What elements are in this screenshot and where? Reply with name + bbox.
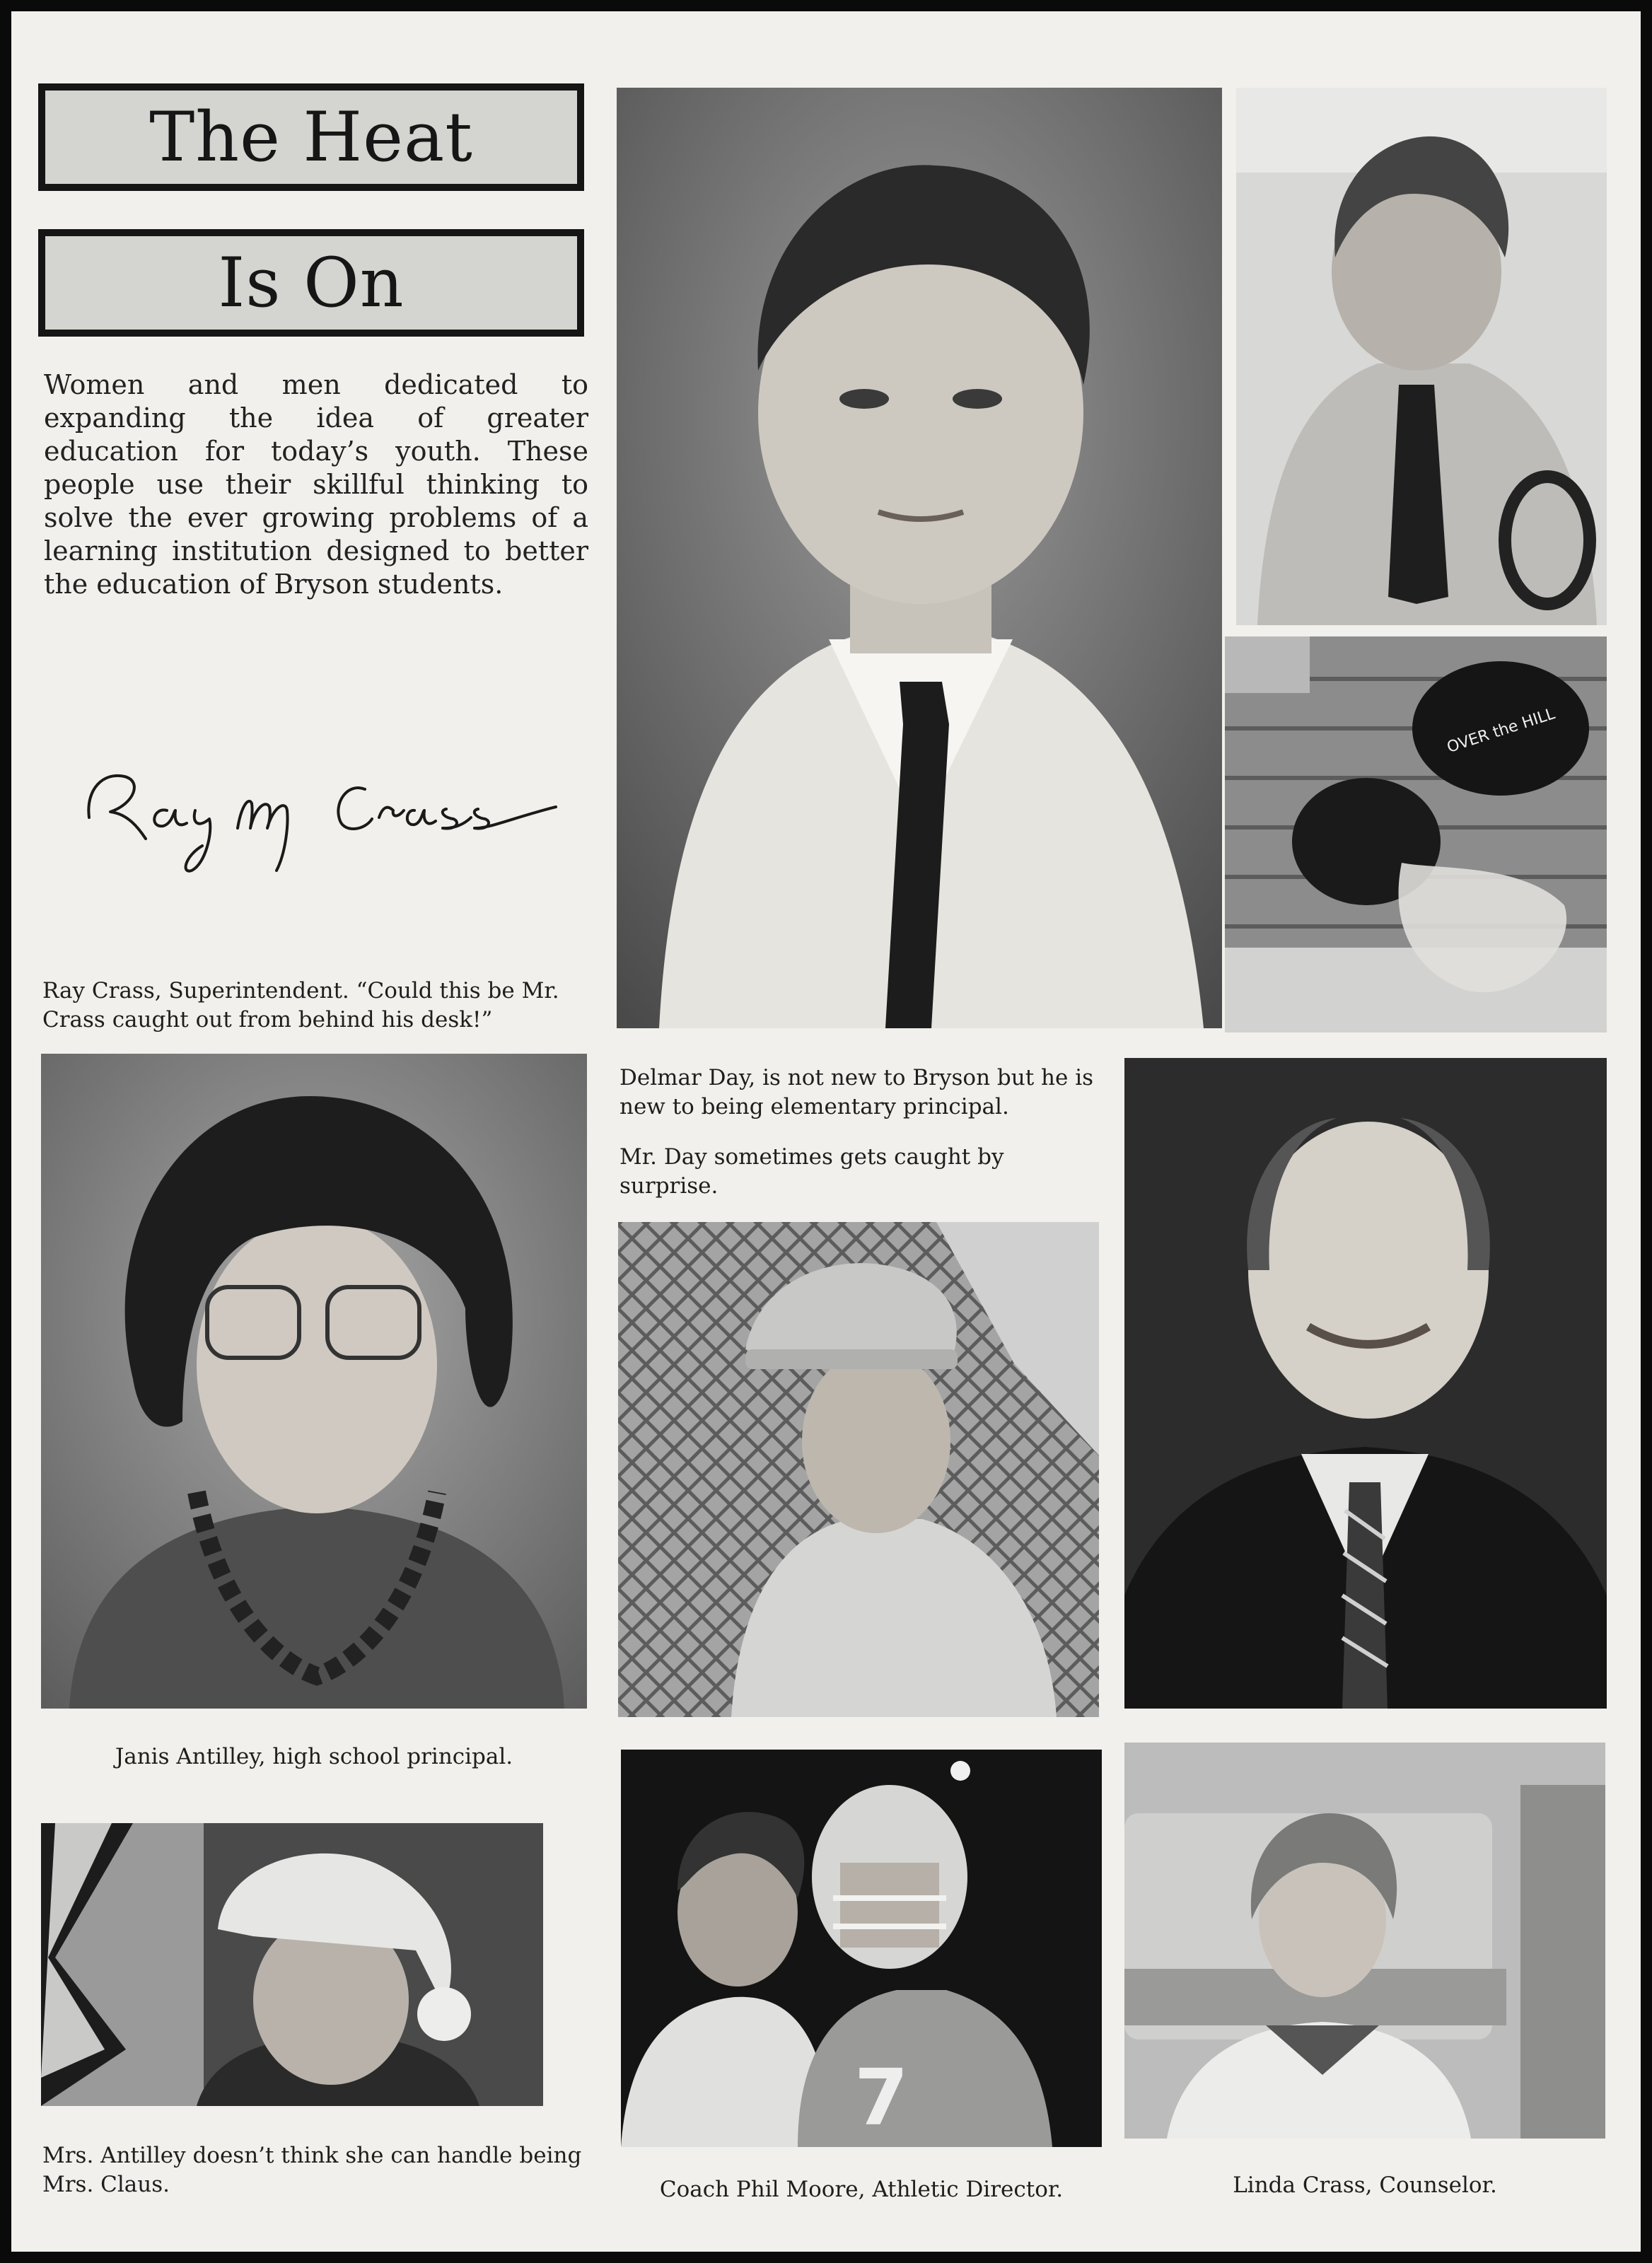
caption-janis-antilley: Janis Antilley, high school principal. (115, 1744, 513, 1769)
page-title-line-2: Is On (218, 243, 405, 322)
signature (61, 740, 584, 881)
yearbook-page (11, 11, 1641, 2252)
title-box-2 (38, 229, 584, 337)
photo-ray-crass-portrait (617, 88, 1222, 1028)
caption-delmar-day-2: Mr. Day sometimes gets caught by surprise. (620, 1144, 1004, 1199)
photo-delmar-day-cap (618, 1222, 1099, 1717)
balloon-text: OVER the HILL (1445, 705, 1557, 757)
photo-mrs-claus (41, 1823, 543, 2106)
caption-phil-moore: Coach Phil Moore, Athletic Director. (659, 2177, 1064, 2202)
caption-delmar-day-1: Delmar Day, is not new to Bryson but he is new to being elementary principal. (620, 1065, 1094, 1119)
title-box-1 (38, 83, 584, 191)
caption-linda-crass: Linda Crass, Counselor. (1233, 2172, 1497, 2198)
jersey-number: 7 (854, 2052, 909, 2143)
photo-smiling-man-portrait (1124, 1058, 1607, 1709)
caption-ray-crass: Ray Crass, Superintendent. “Could this be Mr. Crass caught out from behind his desk!” (42, 978, 559, 1032)
photo-coach-phil-moore (621, 1750, 1102, 2147)
photo-over-the-hill-balloons (1225, 636, 1607, 1032)
photo-linda-crass (1124, 1743, 1605, 2139)
page-title-line-1: The Heat (149, 98, 473, 177)
intro-paragraph: Women and men dedicated to expanding the idea of greater education for today’s youth. These people use their skillful thinking to solve the ever growing problems of a learning institution designed to better the education of Bryson students. (44, 369, 588, 600)
photo-ray-crass-working (1236, 88, 1607, 625)
photo-janis-antilley-portrait (41, 1054, 587, 1709)
caption-mrs-claus: Mrs. Antilley doesn’t think she can handle being Mrs. Claus. (42, 2143, 582, 2197)
